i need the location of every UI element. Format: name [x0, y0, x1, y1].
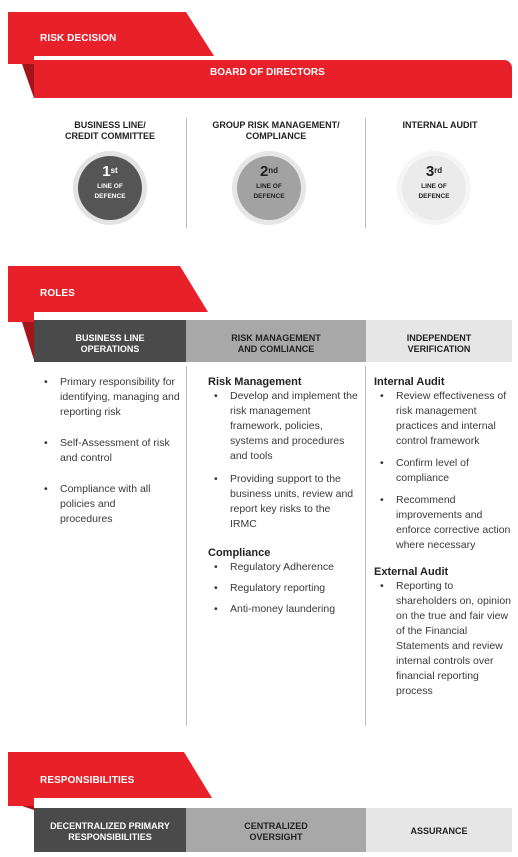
list-item: • Recommend improvements and enforce corrective action where necessary [374, 493, 512, 553]
list-item: • Regulatory Adherence [208, 560, 358, 575]
line1-title-l2: CREDIT COMMITTEE [65, 131, 155, 141]
header-l1: DECENTRALIZED PRIMARY [50, 821, 170, 831]
roles-header-business-line [34, 320, 186, 362]
ordinal-suffix: nd [268, 166, 279, 175]
list-item: • Confirm level of compliance [374, 456, 512, 486]
divider [365, 118, 366, 228]
first-line-of-defence-badge [78, 156, 142, 220]
risk-management-roles [208, 375, 358, 617]
list-item: • Review effectiveness of risk management practices and internal control framework [374, 389, 512, 449]
line-of-defence-caption: LINE OF DEFENCE [253, 183, 285, 200]
responsibilities-label: RESPONSIBILITIES [40, 775, 135, 786]
list-item: • Develop and implement the risk management framework, policies, systems and procedures and tools [208, 389, 358, 464]
risk-management-heading: Risk Management [208, 376, 302, 388]
divider [186, 118, 187, 228]
roles-header-independent-verification [366, 320, 512, 362]
risk-decision-label: RISK DECISION [40, 33, 117, 44]
ordinal-number: 2 [259, 163, 269, 180]
ordinal [78, 164, 142, 179]
header-l2: AND COMLIANCE [237, 344, 315, 354]
third-line-of-defence-badge [402, 156, 466, 220]
resp-header-decentralized [34, 808, 186, 852]
roles-header-risk-management [186, 320, 366, 362]
second-line-of-defence-badge [237, 156, 301, 220]
header-l2: OPERATIONS [80, 344, 140, 354]
resp-header-centralized-oversight [186, 808, 366, 852]
compliance-heading: Compliance [208, 547, 271, 559]
line-of-defence-caption: LINE OF DEFENCE [94, 183, 126, 200]
line1-title-l1: BUSINESS LINE/ [74, 120, 146, 130]
board-of-directors-bar [34, 60, 512, 98]
business-line-roles [38, 375, 182, 527]
line1-title [36, 120, 184, 142]
list-item: • Anti-money laundering [208, 602, 358, 617]
divider [365, 366, 366, 726]
list-item: • Primary responsibility for identifying, managing and reporting risk [38, 375, 182, 420]
list-item: • Self-Assessment of risk and control [38, 436, 182, 466]
roles-label: ROLES [40, 288, 75, 299]
line3-title: INTERNAL AUDIT [402, 120, 478, 130]
line2-title [190, 120, 362, 142]
list-item: • Compliance with all policies and procedures [38, 482, 182, 527]
resp-header-assurance [366, 808, 512, 852]
independent-verification-roles [374, 375, 512, 699]
ordinal-number: 3 [425, 163, 435, 180]
header-l1: RISK MANAGEMENT [231, 333, 321, 343]
board-of-directors-label: BOARD OF DIRECTORS [210, 67, 325, 78]
header-l1: BUSINESS LINE [75, 333, 145, 343]
external-audit-heading: External Audit [374, 566, 449, 578]
header-l2: RESPONSIBILITIES [68, 832, 152, 842]
line2-title-l2: COMPLIANCE [245, 131, 307, 141]
ordinal-suffix: rd [434, 166, 443, 175]
header-label: ASSURANCE [410, 826, 468, 836]
line2-title-l1: GROUP RISK MANAGEMENT/ [212, 120, 340, 130]
ordinal [237, 164, 301, 179]
line-of-defence-caption: LINE OF DEFENCE [418, 183, 450, 200]
list-item: • Reporting to shareholders on, opinion on the true and fair view of the Financial Statements and review internal controls over financial reporting process [374, 579, 512, 699]
header-l2: VERIFICATION [407, 344, 471, 354]
internal-audit-heading: Internal Audit [374, 376, 445, 388]
header-l2: OVERSIGHT [249, 832, 303, 842]
list-item: • Regulatory reporting [208, 581, 358, 596]
ordinal-number: 1 [102, 163, 111, 180]
divider [186, 366, 187, 726]
list-item: • Providing support to the business units, review and report key risks to the IRMC [208, 472, 358, 532]
ordinal [402, 164, 466, 179]
header-l1: INDEPENDENT [406, 333, 472, 343]
ordinal-suffix: st [110, 166, 118, 175]
header-l1: CENTRALIZED [244, 821, 308, 831]
